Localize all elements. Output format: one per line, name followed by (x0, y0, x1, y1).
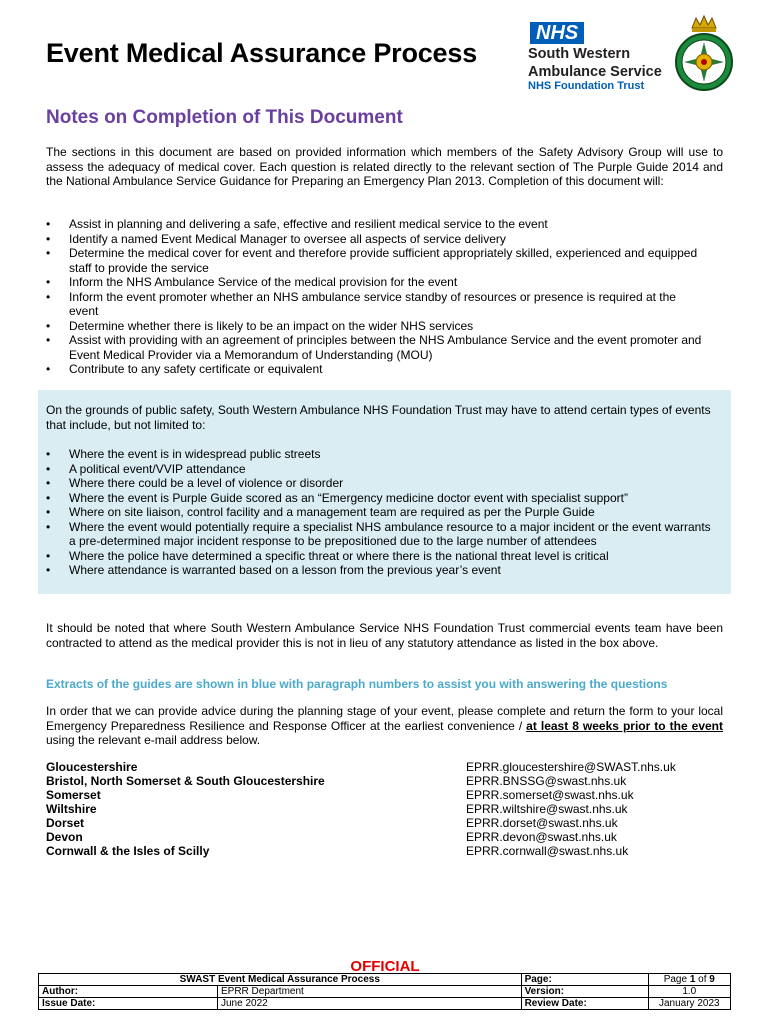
contact-row (46, 788, 726, 802)
list-item: • Assist with providing with an agreement of principles between the NHS Ambulance Service and the event promoter and Event Medical Provider via a Memorandum of Understanding (MOU) (46, 333, 706, 362)
event-types-list (46, 447, 720, 578)
guide-extracts-note: Extracts of the guides are shown in blue with paragraph numbers to assist you with answering the questions (46, 677, 668, 691)
list-item: • Assist in planning and delivering a safe, effective and resilient medical service to the event (46, 217, 706, 232)
issue-date-value: June 2022 (218, 998, 522, 1010)
commercial-note-paragraph: It should be noted that where South Western Ambulance Service NHS Foundation Trust commercial events team have been contracted to attend as the medical provider this is not in lieu of any statutory attendance as listed in the box above. (46, 621, 723, 650)
contact-region: Gloucestershire (46, 760, 138, 774)
royal-crest-icon (668, 14, 740, 96)
issue-date-label: Issue Date: (39, 998, 218, 1010)
doc-title-cell: SWAST Event Medical Assurance Process (39, 974, 522, 986)
contact-region: Cornwall & the Isles of Scilly (46, 844, 210, 858)
contact-row (46, 760, 726, 774)
list-item: • A political event/VVIP attendance (46, 462, 720, 477)
intro-paragraph: The sections in this document are based on provided information which members of the Safety Advisory Group will use to assess the adequacy of medical cover. Each question is related directly to the relevant section of The Purple Guide 2014 and the National Ambulance Service Guidance for Preparing an Emergency Plan 2013. Completion of this document will: (46, 145, 723, 188)
contact-row (46, 830, 726, 844)
list-item: • Identify a named Event Medical Manager to oversee all aspects of service delivery (46, 232, 706, 247)
contact-email[interactable]: EPRR.gloucestershire@SWAST.nhs.uk (466, 760, 676, 774)
list-item: • Contribute to any safety certificate or equivalent (46, 362, 706, 377)
review-date-value: January 2023 (648, 998, 730, 1010)
notes-heading: Notes on Completion of This Document (46, 107, 403, 128)
list-item: • Where the police have determined a specific threat or where there is the national threat level is critical (46, 549, 720, 564)
version-label: Version: (521, 986, 648, 998)
contact-region: Wiltshire (46, 802, 97, 816)
contact-row (46, 802, 726, 816)
public-safety-intro: On the grounds of public safety, South Western Ambulance NHS Foundation Trust may have to attend certain types of events that include, but not limited to: (46, 403, 711, 432)
list-item: • Determine the medical cover for event and therefore provide sufficient appropriately skilled, experienced and equipped staff to provide the service (46, 246, 706, 275)
document-control-table (38, 973, 731, 1010)
org-name-line2: Ambulance Service (528, 64, 662, 80)
list-item: • Where the event is in widespread public streets (46, 447, 720, 462)
nhs-logo: NHS (530, 22, 584, 44)
nhs-branding (528, 22, 662, 93)
advice-text: In order that we can provide advice during the planning stage of your event, please complete and return the form to your local Emergency Preparedness Resilience and Response Officer at the earliest convenience / (46, 704, 723, 733)
contact-row (46, 816, 726, 830)
advice-paragraph (46, 704, 723, 748)
official-marking: OFFICIAL (350, 958, 420, 975)
contact-email[interactable]: EPRR.dorset@swast.nhs.uk (466, 816, 618, 830)
trust-name: NHS Foundation Trust (528, 80, 645, 92)
list-item: • Inform the NHS Ambulance Service of the medical provision for the event (46, 275, 706, 290)
list-item: • Where there could be a level of violence or disorder (46, 476, 720, 491)
list-item: • Where the event would potentially require a specialist NHS ambulance resource to a major incident or the event warrants a pre-determined major incident response to be prepositioned due to the large number of attendees (46, 520, 720, 549)
page-title: Event Medical Assurance Process (46, 38, 478, 68)
public-safety-box (38, 390, 731, 594)
page-current: 1 (689, 974, 696, 985)
contact-email[interactable]: EPRR.devon@swast.nhs.uk (466, 830, 617, 844)
author-label: Author: (39, 986, 218, 998)
deadline-emphasis: at least 8 weeks prior to the event (526, 718, 723, 733)
page-number-cell (648, 974, 730, 986)
contact-email[interactable]: EPRR.cornwall@swast.nhs.uk (466, 844, 629, 858)
contact-region: Bristol, North Somerset & South Gloucestershire (46, 774, 325, 788)
page-of: of (695, 974, 710, 985)
page-prefix: Page (663, 974, 690, 985)
list-item: • Where the event is Purple Guide scored as an “Emergency medicine doctor event with specialist support” (46, 491, 720, 506)
contact-email[interactable]: EPRR.somerset@swast.nhs.uk (466, 788, 634, 802)
page-total: 9 (709, 974, 715, 985)
list-item: • Where attendance is warranted based on a lesson from the previous year’s event (46, 563, 720, 578)
page-label: Page: (521, 974, 648, 986)
contact-list (46, 760, 726, 858)
contact-row (46, 844, 726, 858)
version-value: 1.0 (648, 986, 730, 998)
review-date-label: Review Date: (521, 998, 648, 1010)
list-item: • Inform the event promoter whether an NHS ambulance service standby of resources or presence is required at the event (46, 290, 706, 319)
contact-region: Dorset (46, 816, 85, 830)
org-name-line1: South Western (528, 46, 631, 62)
contact-row (46, 774, 726, 788)
author-value: EPRR Department (218, 986, 522, 998)
advice-text-end: using the relevant e-mail address below. (46, 733, 261, 747)
contact-email[interactable]: EPRR.wiltshire@swast.nhs.uk (466, 802, 628, 816)
completion-purpose-list (46, 217, 706, 377)
list-item: • Determine whether there is likely to be an impact on the wider NHS services (46, 319, 706, 334)
list-item: • Where on site liaison, control facility and a management team are required as per the Purple Guide (46, 505, 720, 520)
contact-email[interactable]: EPRR.BNSSG@swast.nhs.uk (466, 774, 627, 788)
contact-region: Devon (46, 830, 83, 844)
contact-region: Somerset (46, 788, 101, 802)
